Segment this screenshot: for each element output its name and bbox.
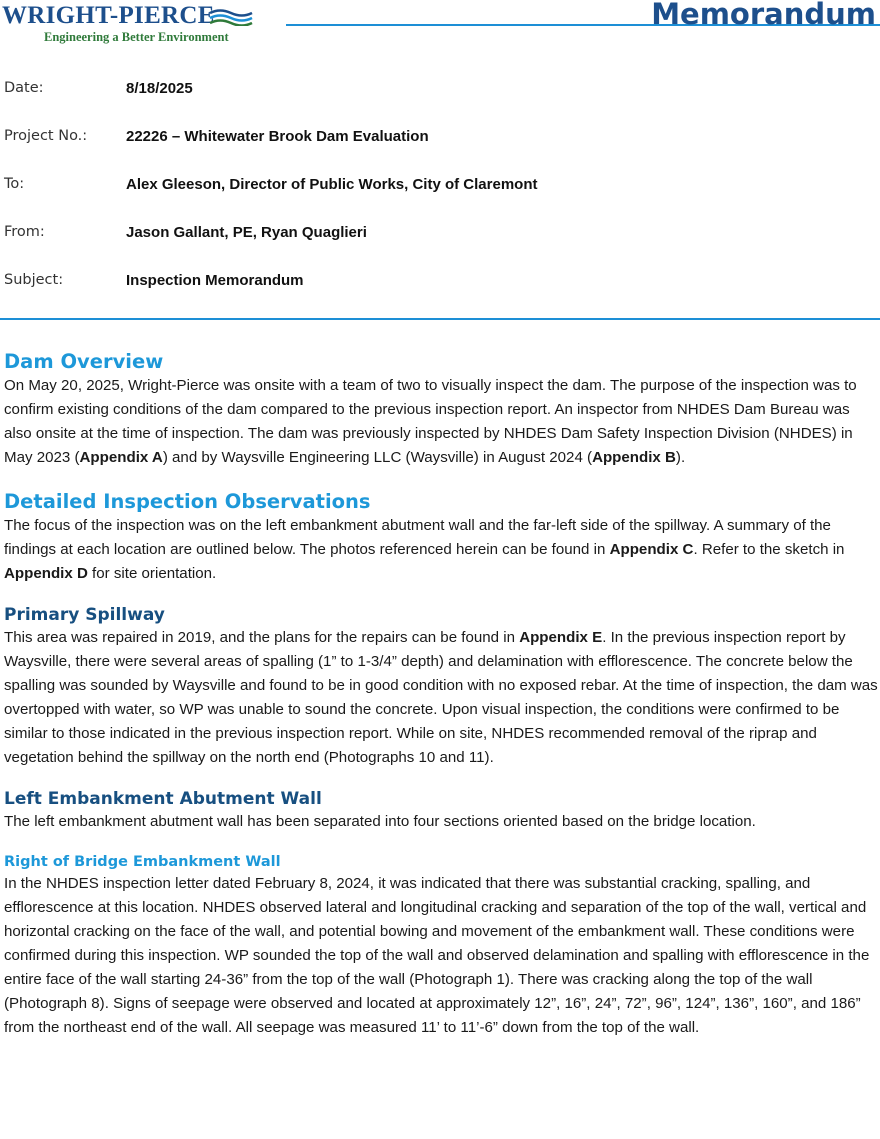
wave-lines-icon (208, 8, 254, 26)
appendix-e-ref: Appendix E (519, 629, 603, 646)
logo-tagline: Engineering a Better Environment (44, 30, 229, 44)
from-label: From: (4, 224, 45, 240)
project-row (4, 128, 874, 176)
project-value: 22226 – Whitewater Brook Dam Evaluation (126, 128, 429, 145)
to-row (4, 176, 874, 224)
logo-name: WRIGHT-PIERCE (2, 2, 215, 29)
appendix-c-ref: Appendix C (609, 541, 694, 558)
from-row (4, 224, 874, 272)
company-logo (2, 2, 229, 45)
appendix-d-ref: Appendix D (4, 565, 88, 582)
subsection-heading-left-embankment-wall: Left Embankment Abutment Wall (4, 789, 322, 809)
project-label: Project No.: (4, 128, 88, 144)
primary-spillway-paragraph: This area was repaired in 2019, and the plans for the repairs can be found in Appendix E. In the previous inspection report by Waysville, there were several areas of spalling (1” to 1-3/4” depth) and delamination with efflorescence. The concrete below the spalling was sounded by Waysville and found to be in good condition with no exposed rebar. At the time of inspection, the dam was overtopped with water, so WP was unable to sound the concrete. Upon visual inspection, the conditions were confirmed to be similar to those indicated in the previous inspection report. While on site, NHDES recommended removal of the riprap and vegetation behind the spillway on the north end (Photographs 10 and 11). (4, 629, 878, 766)
memo-metadata (4, 80, 874, 320)
subject-row (4, 272, 874, 320)
to-label: To: (4, 176, 25, 192)
memo-header (0, 0, 880, 50)
date-label: Date: (4, 80, 44, 96)
section-heading-detailed-inspection: Detailed Inspection Observations (4, 490, 371, 513)
subsection-heading-right-of-bridge: Right of Bridge Embankment Wall (4, 854, 281, 870)
appendix-a-ref: Appendix A (79, 449, 163, 466)
memo-body (4, 350, 878, 1040)
metadata-divider (0, 318, 880, 320)
subject-label: Subject: (4, 272, 64, 288)
date-value: 8/18/2025 (126, 80, 193, 97)
subject-value: Inspection Memorandum (126, 272, 304, 289)
dam-overview-paragraph: On May 20, 2025, Wright-Pierce was onsite with a team of two to visually inspect the dam. The purpose of the inspection was to confirm existing conditions of the dam compared to the previous inspection report. An inspector from NHDES Dam Bureau was also onsite at the time of inspection. The dam was previously inspected by NHDES Dam Safety Inspection Division (NHDES) in May 2023 (Appendix A) and by Waysville Engineering LLC (Waysville) in August 2024 (Appendix B). (4, 377, 857, 466)
appendix-b-ref: Appendix B (592, 449, 676, 466)
left-embankment-paragraph: The left embankment abutment wall has been separated into four sections oriented based on the bridge location. (4, 813, 756, 830)
memo-title: Memorandum (651, 0, 876, 31)
section-heading-dam-overview: Dam Overview (4, 350, 164, 373)
right-of-bridge-paragraph: In the NHDES inspection letter dated February 8, 2024, it was indicated that there was substantial cracking, spalling, and efflorescence at this location. NHDES observed lateral and longitudinal cracking and separation of the top of the wall, vertical and horizontal cracking on the face of the wall, and potential bowing and movement of the embankment wall. These conditions were confirmed during this inspection. WP sounded the top of the wall and observed delamination and spalling with efflorescence in the entire face of the wall starting 24-36” from the top of the wall (Photograph 1). There was cracking along the top of the wall (Photograph 8). Signs of seepage were observed and located at approximately 12”, 16”, 24”, 72”, 96”, 124”, 136”, 160”, and 186” from the northeast end of the wall. All seepage was measured 11’ to 11’-6” down from the top of the wall. (4, 875, 870, 1036)
subsection-heading-primary-spillway: Primary Spillway (4, 605, 165, 625)
date-row (4, 80, 874, 128)
to-value: Alex Gleeson, Director of Public Works, City of Claremont (126, 176, 538, 193)
from-value: Jason Gallant, PE, Ryan Quaglieri (126, 224, 367, 241)
detailed-inspection-paragraph: The focus of the inspection was on the left embankment abutment wall and the far-left side of the spillway. A summary of the findings at each location are outlined below. The photos referenced herein can be found in Appendix C. Refer to the sketch in Appendix D for site orientation. (4, 517, 845, 582)
